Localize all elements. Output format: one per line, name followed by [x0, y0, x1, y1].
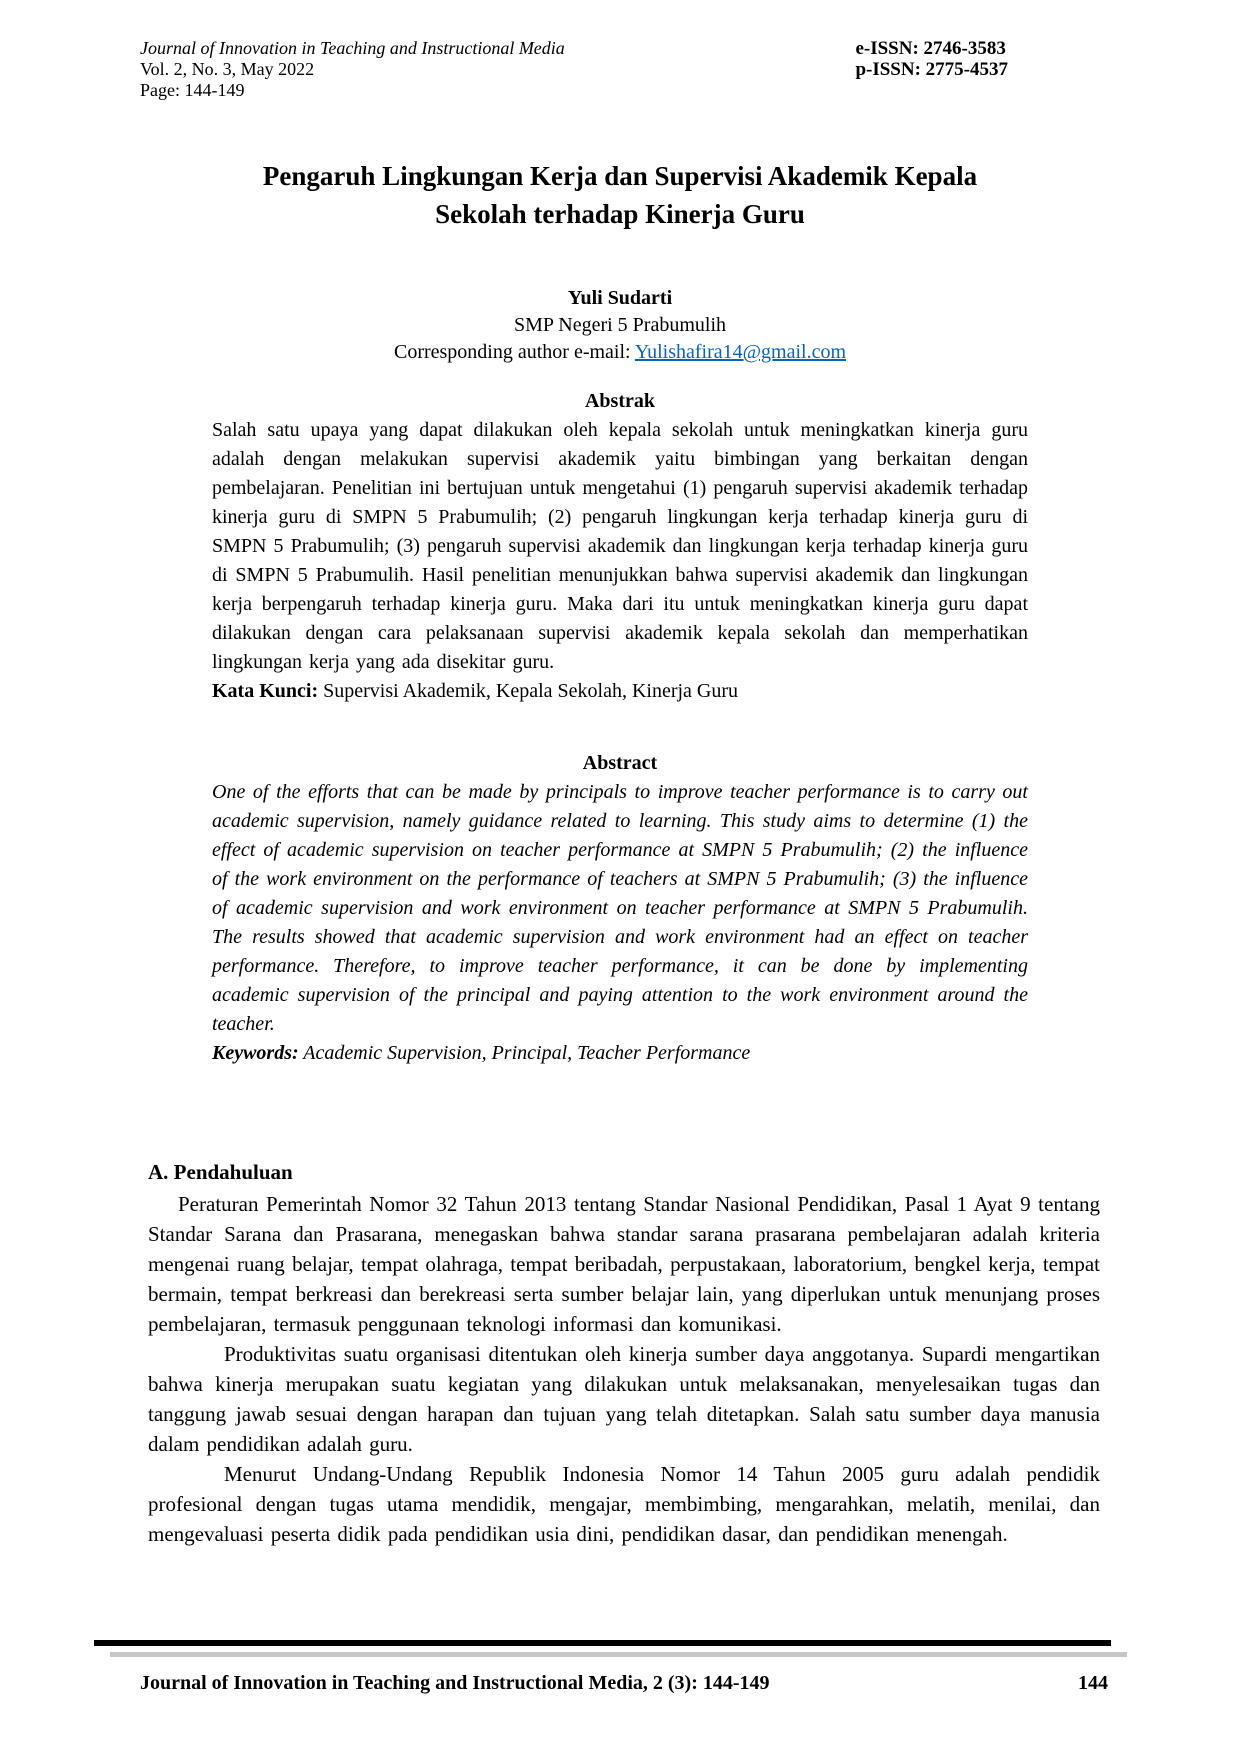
keywords-id-label: Kata Kunci: [212, 680, 319, 702]
abstract-en-heading: Abstract [582, 752, 658, 774]
e-issn: e-ISSN: 2746-3583 [855, 38, 1006, 59]
author-name: Yuli Sudarti [567, 287, 673, 309]
abstract-indonesian [140, 390, 1100, 706]
keywords-en-label: Keywords: [212, 1042, 299, 1064]
abstract-id-text: Salah satu upaya yang dapat dilakukan oleh kepala sekolah untuk meningkatkan kinerja guru adalah dengan melakukan supervisi akademik yaitu bimbingan yang berkaitan dengan pembelajaran. Penelitian ini bertujuan untuk mengetahui (1) pengaruh supervisi akademik terhadap kinerja guru di SMPN 5 Prabumulih; (2) pengaruh lingkungan kerja terhadap kinerja guru di SMPN 5 Prabumulih; (3) pengaruh supervisi akademik dan lingkungan kerja terhadap kinerja guru di SMPN 5 Prabumulih. Hasil penelitian menunjukkan bahwa supervisi akademik dan lingkungan kerja berpengaruh terhadap kinerja guru. Maka dari itu untuk meningkatkan kinerja guru dapat dilakukan dengan cara pelaksanaan supervisi akademik kepala sekolah dan memperhatikan lingkungan kerja yang ada disekitar guru. [212, 419, 1028, 673]
section-a-heading: A. Pendahuluan [148, 1160, 293, 1184]
volume-line: Vol. 2, No. 3, May 2022 [140, 59, 315, 79]
corresponding-email-line [140, 339, 1100, 366]
abstract-english [140, 752, 1100, 1068]
keywords-en-value: Academic Supervision, Principal, Teacher Performance [298, 1042, 751, 1064]
header-left-block [140, 38, 565, 101]
journal-name: Journal of Innovation in Teaching and Instructional Media [140, 38, 565, 58]
email-label: Corresponding author e-mail: [393, 341, 635, 363]
paragraph: Produktivitas suatu organisasi ditentukan oleh kinerja sumber daya anggotanya. Supardi mengartikan bahwa kinerja merupakan suatu kegiatan yang dilakukan untuk melaksanakan, menyelesaikan tugas dan tanggung jawab sesuai dengan harapan dan tujuan yang telah ditetapkan. Salah satu sumber daya manusia dalam pendidikan adalah guru. [148, 1342, 1100, 1456]
paragraph: Menurut Undang-Undang Republik Indonesia Nomor 14 Tahun 2005 guru adalah pendidik profesional dengan tugas utama mendidik, mengajar, membimbing, mengarahkan, melatih, menilai, dan mengevaluasi peserta didik pada pendidikan usia dini, pendidikan dasar, dan pendidikan menengah. [148, 1462, 1100, 1546]
page-footer [140, 1672, 1108, 1695]
abstract-id-heading: Abstrak [584, 390, 655, 412]
article-title: Pengaruh Lingkungan Kerja dan Supervisi Akademik Kepala Sekolah terhadap Kinerja Guru [262, 161, 978, 229]
footer-journal-citation: Journal of Innovation in Teaching and Instructional Media, 2 (3): 144-149 [140, 1672, 770, 1694]
keywords-id-line [212, 677, 1028, 706]
journal-header [140, 38, 1100, 101]
p-issn: p-ISSN: 2775-4537 [855, 59, 1008, 80]
footer-page-number: 144 [1078, 1672, 1108, 1694]
paragraph: Peraturan Pemerintah Nomor 32 Tahun 2013 tentang Standar Nasional Pendidikan, Pasal 1 Ayat 9 tentang Standar Sarana dan Prasarana, menegaskan bahwa standar sarana prasarana pembelajaran adalah kriteria mengenai ruang belajar, tempat olahraga, tempat beribadah, perpustakaan, laboratorium, bengkel kerja, tempat bermain, tempat berkreasi dan berekreasi serta sumber belajar lain, yang diperlukan untuk menunjang proses pembelajaran, termasuk penggunaan teknologi informasi dan komunikasi. [148, 1192, 1100, 1336]
author-block [140, 285, 1100, 366]
keywords-en-line [212, 1039, 1028, 1068]
keywords-id-value: Supervisi Akademik, Kepala Sekolah, Kinerja Guru [318, 680, 739, 702]
footer-divider-gray [110, 1652, 1127, 1657]
page-range-line: Page: 144-149 [140, 80, 245, 100]
issn-block [855, 38, 1100, 80]
abstract-en-text: One of the efforts that can be made by principals to improve teacher performance is to carry out academic supervision, namely guidance related to learning. This study aims to determine (1) the effect of academic supervision on teacher performance at SMPN 5 Prabumulih; (2) the influence of the work environment on the performance of teachers at SMPN 5 Prabumulih; (3) the influence of academic supervision and work environment on teacher performance at SMPN 5 Prabumulih. The results showed that academic supervision and work environment had an effect on teacher performance. Therefore, to improve teacher performance, it can be done by implementing academic supervision of the principal and paying attention to the work environment around the teacher. [212, 781, 1028, 1035]
author-affiliation: SMP Negeri 5 Prabumulih [513, 314, 727, 336]
section-pendahuluan [140, 1160, 1100, 1549]
footer-divider-black [94, 1640, 1111, 1646]
email-link[interactable]: Yulishafira14@gmail.com [634, 341, 847, 363]
